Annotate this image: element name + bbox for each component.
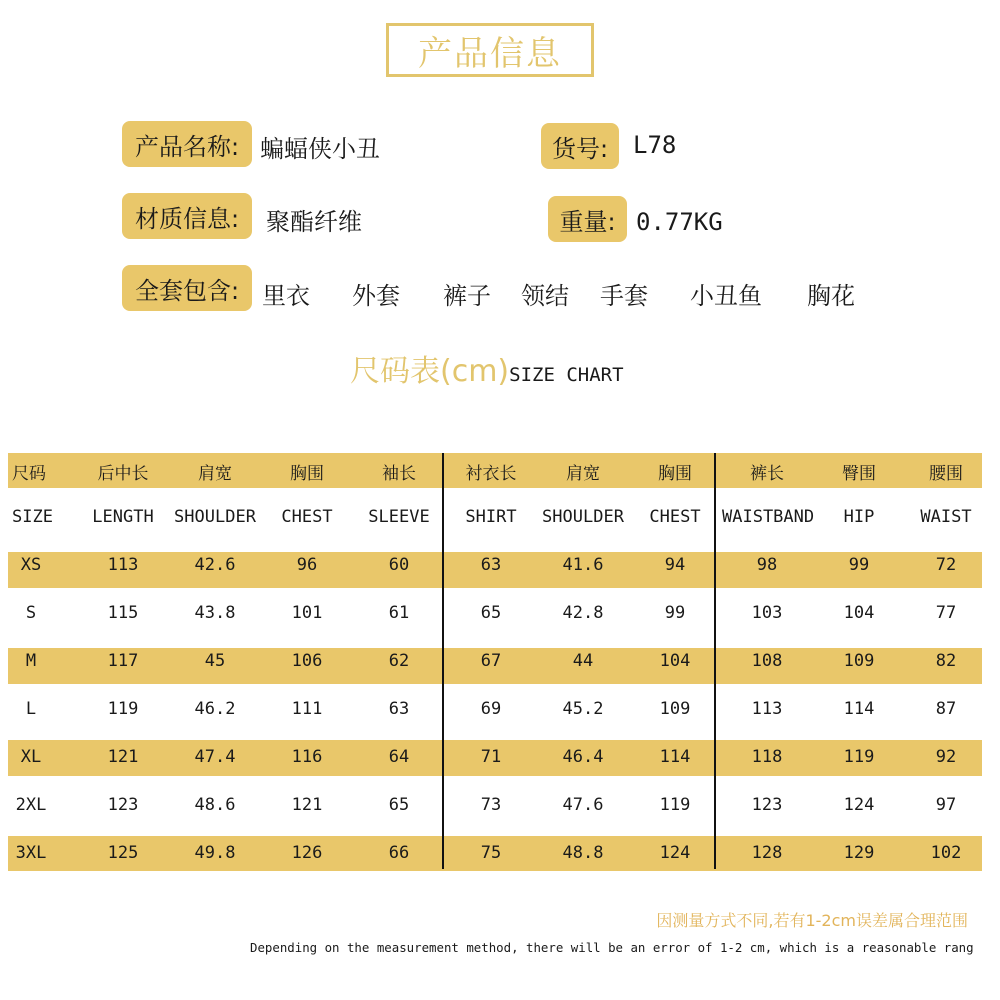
table-cell: 106 [291,651,323,671]
table-header-en: LENGTH [92,507,154,527]
table-cell: 114 [843,699,875,719]
table-cell: 98 [756,555,778,575]
table-cell: L [25,699,37,719]
table-cell: 44 [572,651,594,671]
table-cell: 126 [291,843,323,863]
table-header-cn: 裤长 [750,464,784,484]
table-cell: 94 [664,555,686,575]
table-cell: 63 [388,699,410,719]
table-cell: XS [20,555,42,575]
table-cell: 118 [751,747,783,767]
table-header-cn: 臀围 [842,464,876,484]
table-cell: 48.6 [194,795,236,815]
table-cell: 92 [935,747,957,767]
size-chart-heading-en: SIZE CHART [509,364,624,386]
table-cell: 48.8 [562,843,604,863]
table-cell: 99 [664,603,686,623]
table-header-en: HIP [843,507,875,527]
table-cell: 114 [659,747,691,767]
table-header-en: SHIRT [465,507,517,527]
table-cell: 104 [659,651,691,671]
table-header-en: SIZE [12,507,53,527]
table-cell: 116 [291,747,323,767]
measurement-note-cn: 因测量方式不同,若有1-2cm误差属合理范围 [656,911,968,930]
table-cell: 119 [659,795,691,815]
product-name-value: 蝙蝠侠小丑 [260,135,380,163]
table-cell: 69 [480,699,502,719]
column-group-divider [442,453,444,869]
table-cell: 123 [107,795,139,815]
table-cell: 99 [848,555,870,575]
table-cell: 73 [480,795,502,815]
table-header-cn: 衬衣长 [465,464,517,484]
material-value: 聚酯纤维 [266,208,362,236]
table-cell: 61 [388,603,410,623]
set-item: 胸花 [807,282,855,310]
table-cell: 46.4 [562,747,604,767]
table-cell: 63 [480,555,502,575]
table-cell: 45 [204,651,226,671]
table-header-en: WAIST [920,507,972,527]
table-cell: 66 [388,843,410,863]
column-group-divider [714,453,716,869]
table-cell: 3XL [15,843,47,863]
table-header-en: WAISTBAND [722,507,815,527]
table-cell: 46.2 [194,699,236,719]
set-item: 外套 [352,282,400,310]
table-cell: 113 [107,555,139,575]
table-cell: 41.6 [562,555,604,575]
table-cell: 103 [751,603,783,623]
sku-label: 货号: [541,123,619,169]
table-cell: 43.8 [194,603,236,623]
table-cell: 42.6 [194,555,236,575]
set-item: 手套 [600,282,648,310]
table-cell: 71 [480,747,502,767]
table-cell: 67 [480,651,502,671]
table-header-cn: 胸围 [290,464,324,484]
table-cell: 113 [751,699,783,719]
table-cell: 119 [107,699,139,719]
table-cell: 101 [291,603,323,623]
table-header-cn: 袖长 [382,464,416,484]
table-header-en: SHOULDER [542,507,624,527]
set-contents-label: 全套包含: [122,265,252,311]
table-cell: 123 [751,795,783,815]
sku-value: L78 [633,131,677,159]
set-item: 里衣 [262,282,310,310]
set-item: 领结 [521,282,569,310]
table-cell: 121 [291,795,323,815]
table-cell: 102 [930,843,962,863]
table-cell: XL [20,747,42,767]
table-cell: S [25,603,37,623]
table-cell: 47.4 [194,747,236,767]
table-cell: 2XL [15,795,47,815]
table-cell: 62 [388,651,410,671]
table-cell: 129 [843,843,875,863]
table-cell: 104 [843,603,875,623]
table-cell: 97 [935,795,957,815]
set-item: 小丑鱼 [690,282,762,310]
table-cell: 45.2 [562,699,604,719]
table-header-en: CHEST [281,507,333,527]
table-header-cn: 肩宽 [198,464,232,484]
table-cell: 125 [107,843,139,863]
table-header-cn: 胸围 [658,464,692,484]
table-cell: 117 [107,651,139,671]
table-cell: 111 [291,699,323,719]
table-cell: 60 [388,555,410,575]
set-item: 裤子 [443,282,491,310]
table-header-en: SHOULDER [174,507,256,527]
table-cell: 124 [659,843,691,863]
product-name-label: 产品名称: [122,121,252,167]
weight-value: 0.77KG [636,208,723,236]
size-chart-heading-cn: 尺码表(cm) [350,354,510,389]
table-cell: 47.6 [562,795,604,815]
table-cell: 115 [107,603,139,623]
table-cell: 121 [107,747,139,767]
table-cell: 77 [935,603,957,623]
table-cell: 65 [388,795,410,815]
weight-label: 重量: [548,196,627,242]
table-cell: 124 [843,795,875,815]
table-cell: 108 [751,651,783,671]
table-cell: 87 [935,699,957,719]
table-header-en: SLEEVE [368,507,430,527]
table-header-cn: 后中长 [97,464,149,484]
table-cell: 96 [296,555,318,575]
table-cell: 65 [480,603,502,623]
table-header-cn: 尺码 [12,464,46,484]
table-cell: 119 [843,747,875,767]
table-cell: 109 [843,651,875,671]
table-header-en: CHEST [649,507,701,527]
table-cell: M [25,651,37,671]
table-cell: 75 [480,843,502,863]
table-cell: 72 [935,555,957,575]
table-header-cn: 肩宽 [566,464,600,484]
measurement-note-en: Depending on the measurement method, there will be an error of 1-2 cm, which is a reasonable rang [250,940,974,955]
table-cell: 128 [751,843,783,863]
page-title: 产品信息 [386,23,594,77]
table-cell: 109 [659,699,691,719]
table-cell: 82 [935,651,957,671]
size-chart-heading [350,346,624,390]
table-cell: 64 [388,747,410,767]
table-header-cn: 腰围 [929,464,963,484]
material-label: 材质信息: [122,193,252,239]
table-cell: 42.8 [562,603,604,623]
table-cell: 49.8 [194,843,236,863]
